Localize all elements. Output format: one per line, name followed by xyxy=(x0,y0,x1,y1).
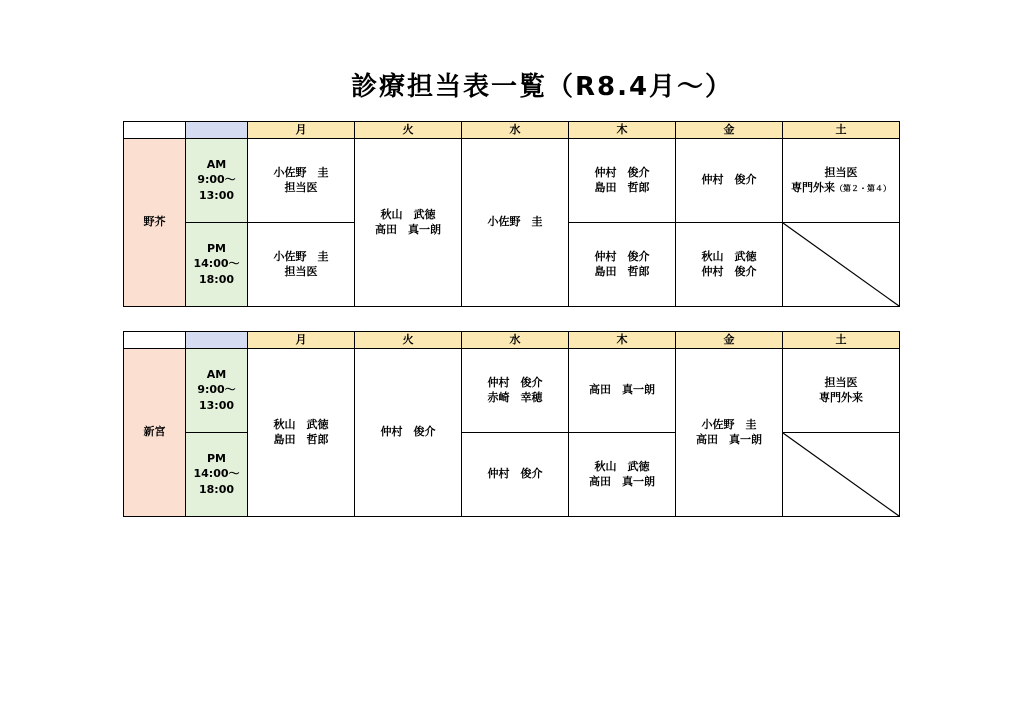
tue-cell xyxy=(355,348,462,516)
doctor-name: 仲村 俊介 xyxy=(594,165,650,179)
doctor-name: 仲村 俊介 xyxy=(380,425,436,439)
fri-am-cell xyxy=(676,138,783,222)
diagonal-slash xyxy=(783,223,899,306)
page-title: 診療担当表一覧（R8.4月～） xyxy=(350,72,734,102)
sat-pm-closed-cell xyxy=(783,432,900,516)
doctor-name: 小佐野 圭 xyxy=(273,165,329,179)
doctor-name: 仲村 俊介 xyxy=(701,265,757,279)
mon-am-cell xyxy=(248,138,355,222)
diagonal-slash xyxy=(783,433,899,516)
wed-cell xyxy=(462,138,569,306)
fri-pm-cell xyxy=(676,222,783,306)
specialty-note: （第２・第４） xyxy=(835,184,891,194)
mon-cell xyxy=(248,348,355,516)
pm-row xyxy=(124,432,900,516)
day-header-mon: 月 xyxy=(248,122,355,139)
am-row xyxy=(124,348,900,432)
pm-time: 14:00～18:00 xyxy=(193,257,240,287)
header-session-cell xyxy=(186,332,248,349)
doctor-name: 小佐野 圭 xyxy=(701,417,757,431)
doctor-name: 島田 哲郎 xyxy=(273,433,329,447)
pm-time: 14:00～18:00 xyxy=(193,467,240,497)
thu-pm-cell xyxy=(569,222,676,306)
header-session-cell xyxy=(186,122,248,139)
day-header-tue: 火 xyxy=(355,122,462,139)
doctor-name: 島田 哲郎 xyxy=(594,265,650,279)
am-session-cell xyxy=(186,138,248,222)
tue-cell xyxy=(355,138,462,306)
day-header-fri: 金 xyxy=(676,122,783,139)
header-row xyxy=(124,332,900,349)
day-header-sat: 土 xyxy=(783,122,900,139)
thu-am-cell xyxy=(569,348,676,432)
day-header-wed: 水 xyxy=(462,122,569,139)
sat-am-cell xyxy=(783,138,900,222)
doctor-name: 担当医 xyxy=(824,165,858,179)
day-header-mon: 月 xyxy=(248,332,355,349)
am-time: 9:00～13:00 xyxy=(197,383,236,413)
am-label: AM xyxy=(206,157,227,171)
doctor-name: 小佐野 圭 xyxy=(487,215,543,229)
doctor-name: 仲村 俊介 xyxy=(701,173,757,187)
doctor-name: 秋山 武徳 xyxy=(380,207,436,221)
day-header-fri: 金 xyxy=(676,332,783,349)
doctor-name: 高田 真一朗 xyxy=(589,383,655,397)
day-header-thu: 木 xyxy=(569,332,676,349)
pm-session-cell xyxy=(186,222,248,306)
doctor-name: 赤崎 幸穂 xyxy=(487,391,543,405)
fri-cell xyxy=(676,348,783,516)
am-time: 9:00～13:00 xyxy=(197,173,236,203)
doctor-name: 秋山 武徳 xyxy=(701,249,757,263)
doctor-name: 秋山 武徳 xyxy=(273,417,329,431)
doctor-name: 仲村 俊介 xyxy=(487,375,543,389)
doctor-name: 担当医 xyxy=(284,181,318,195)
thu-pm-cell xyxy=(569,432,676,516)
day-header-thu: 木 xyxy=(569,122,676,139)
doctor-name: 仲村 俊介 xyxy=(487,467,543,481)
am-label: AM xyxy=(206,367,227,381)
pm-session-cell xyxy=(186,432,248,516)
header-blank-cell xyxy=(124,122,186,139)
day-header-tue: 火 xyxy=(355,332,462,349)
mon-pm-cell xyxy=(248,222,355,306)
schedule-table-shingu xyxy=(123,331,900,517)
doctor-name: 高田 真一朗 xyxy=(589,475,655,489)
specialty-label xyxy=(783,180,899,196)
doctor-name: 高田 真一朗 xyxy=(375,223,441,237)
doctor-name: 担当医 xyxy=(284,265,318,279)
doctor-name: 担当医 xyxy=(824,375,858,389)
specialty-text: 専門外来 xyxy=(791,181,835,195)
sat-pm-closed-cell xyxy=(783,222,900,306)
wed-pm-cell xyxy=(462,432,569,516)
location-cell: 新宮 xyxy=(124,348,186,516)
doctor-name: 高田 真一朗 xyxy=(696,433,762,447)
thu-am-cell xyxy=(569,138,676,222)
specialty-label: 専門外来 xyxy=(819,391,863,405)
am-row xyxy=(124,138,900,222)
doctor-name: 島田 哲郎 xyxy=(594,181,650,195)
header-blank-cell xyxy=(124,332,186,349)
doctor-name: 小佐野 圭 xyxy=(273,249,329,263)
sat-am-cell xyxy=(783,348,900,432)
doctor-name: 秋山 武徳 xyxy=(594,459,650,473)
pm-label: PM xyxy=(206,241,226,255)
header-row xyxy=(124,122,900,139)
location-cell: 野芥 xyxy=(124,138,186,306)
day-header-wed: 水 xyxy=(462,332,569,349)
day-header-sat: 土 xyxy=(783,332,900,349)
wed-am-cell xyxy=(462,348,569,432)
doctor-name: 仲村 俊介 xyxy=(594,249,650,263)
schedule-table-noke xyxy=(123,121,900,307)
pm-label: PM xyxy=(206,451,226,465)
am-session-cell xyxy=(186,348,248,432)
